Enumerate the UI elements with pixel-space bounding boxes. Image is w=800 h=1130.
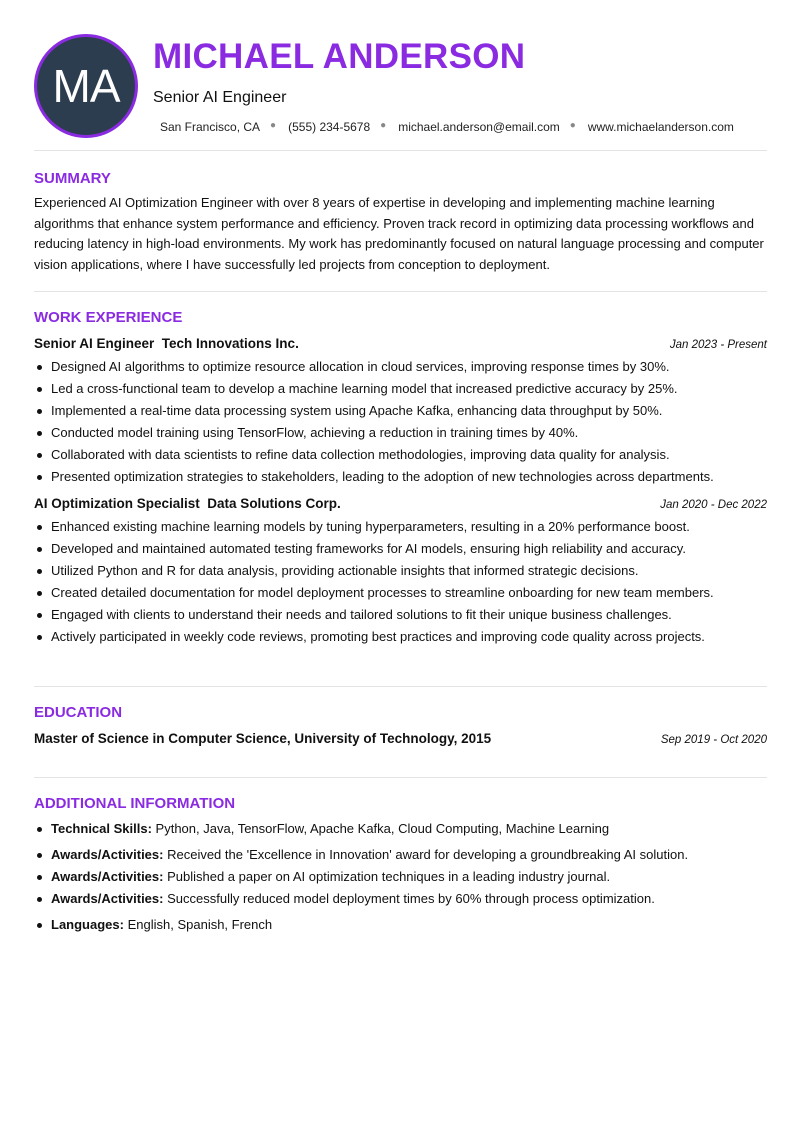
list-item: Collaborated with data scientists to refine data collection methodologies, improving data quality for analysis.: [34, 444, 767, 466]
job-header: [34, 496, 767, 511]
job-role: AI Optimization Specialist: [34, 496, 200, 511]
list-item: Enhanced existing machine learning models by tuning hyperparameters, resulting in a 20% performance boost.: [34, 516, 767, 538]
job-header: [34, 336, 767, 351]
job-entry: [34, 496, 767, 648]
additional-section: [34, 795, 767, 936]
divider: [34, 686, 767, 687]
job-dates: Jan 2020 - Dec 2022: [660, 499, 767, 511]
item-text: English, Spanish, French: [127, 917, 273, 932]
section-heading: SUMMARY: [34, 170, 111, 187]
education-entry: [34, 731, 767, 746]
item-text: Python, Java, TensorFlow, Apache Kafka, Cloud Computing, Machine Learning: [155, 821, 610, 836]
list-item: [34, 818, 767, 840]
list-item: Actively participated in weekly code reviews, promoting best practices and improving code quality across projects.: [34, 626, 767, 648]
contact-phone: (555) 234-5678: [288, 120, 371, 134]
item-text: Successfully reduced model deployment times by 60% through process optimization.: [167, 891, 655, 906]
summary-text: Experienced AI Optimization Engineer with over 8 years of expertise in developing and implementing machine learning algorithms that enhance system performance and efficiency. Proven track record in optimizing data processing workflows and reducing latency in high-load environments. My work has predominantly focused on natural language processing and computer vision applications, where I have successfully led projects from conception to deployment.: [34, 195, 764, 272]
section-heading: WORK EXPERIENCE: [34, 309, 183, 326]
contact-email[interactable]: michael.anderson@email.com: [398, 120, 560, 134]
separator-dot: ●: [569, 120, 576, 131]
item-text: Received the 'Excellence in Innovation' award for developing a groundbreaking AI solution.: [167, 847, 689, 862]
item-label: Languages:: [51, 917, 124, 932]
list-item: Engaged with clients to understand their needs and tailored solutions to fit their unique business challenges.: [34, 604, 767, 626]
item-label: Awards/Activities:: [51, 847, 164, 862]
separator-dot: ●: [270, 120, 277, 131]
avatar-initials: MA: [52, 60, 120, 112]
contact-line: [160, 120, 734, 134]
job-role: Senior AI Engineer: [34, 336, 155, 351]
item-text: Published a paper on AI optimization techniques in a leading industry journal.: [167, 869, 611, 884]
education-section: [34, 704, 767, 751]
divider: [34, 777, 767, 778]
separator-dot: ●: [380, 120, 387, 131]
candidate-name: MICHAEL ANDERSON: [153, 37, 526, 76]
list-item: Conducted model training using TensorFlow, achieving a reduction in training times by 40%.: [34, 422, 767, 444]
divider: [34, 150, 767, 151]
list-item: [34, 844, 767, 866]
section-heading: EDUCATION: [34, 704, 123, 721]
item-label: Technical Skills:: [51, 821, 152, 836]
degree: Master of Science in Computer Science, University of Technology, 2015: [34, 731, 492, 746]
job-title: [34, 336, 299, 351]
contact-website[interactable]: www.michaelanderson.com: [587, 120, 734, 134]
avatar: [34, 34, 138, 138]
list-item: Created detailed documentation for model deployment processes to streamline onboarding for new team members.: [34, 582, 767, 604]
job-entry: [34, 336, 767, 488]
job-company: Data Solutions Corp.: [207, 496, 341, 511]
job-company: Tech Innovations Inc.: [161, 336, 299, 351]
item-label: Awards/Activities:: [51, 869, 164, 884]
list-item: Presented optimization strategies to stakeholders, leading to the adoption of new technologies across departments.: [34, 466, 767, 488]
contact-location: San Francisco, CA: [160, 120, 261, 134]
divider: [34, 291, 767, 292]
job-title: [34, 496, 341, 511]
list-item: Developed and maintained automated testing frameworks for AI models, ensuring high reliability and accuracy.: [34, 538, 767, 560]
list-item: Led a cross-functional team to develop a machine learning model that increased predictive accuracy by 25%.: [34, 378, 767, 400]
work-section: [34, 309, 767, 648]
education-dates: Sep 2019 - Oct 2020: [660, 734, 767, 746]
job-bullets: [34, 356, 767, 488]
candidate-title: Senior AI Engineer: [153, 89, 287, 106]
section-heading: ADDITIONAL INFORMATION: [34, 795, 236, 812]
list-item: [34, 888, 767, 910]
item-label: Awards/Activities:: [51, 891, 164, 906]
list-item: [34, 866, 767, 888]
list-item: [34, 914, 767, 936]
job-bullets: [34, 516, 767, 648]
job-dates: Jan 2023 - Present: [669, 339, 767, 351]
summary-section: [34, 170, 767, 275]
list-item: Designed AI algorithms to optimize resource allocation in cloud services, improving response times by 30%.: [34, 356, 767, 378]
list-item: Utilized Python and R for data analysis, providing actionable insights that informed strategic decisions.: [34, 560, 767, 582]
list-item: Implemented a real-time data processing system using Apache Kafka, enhancing data throughput by 50%.: [34, 400, 767, 422]
